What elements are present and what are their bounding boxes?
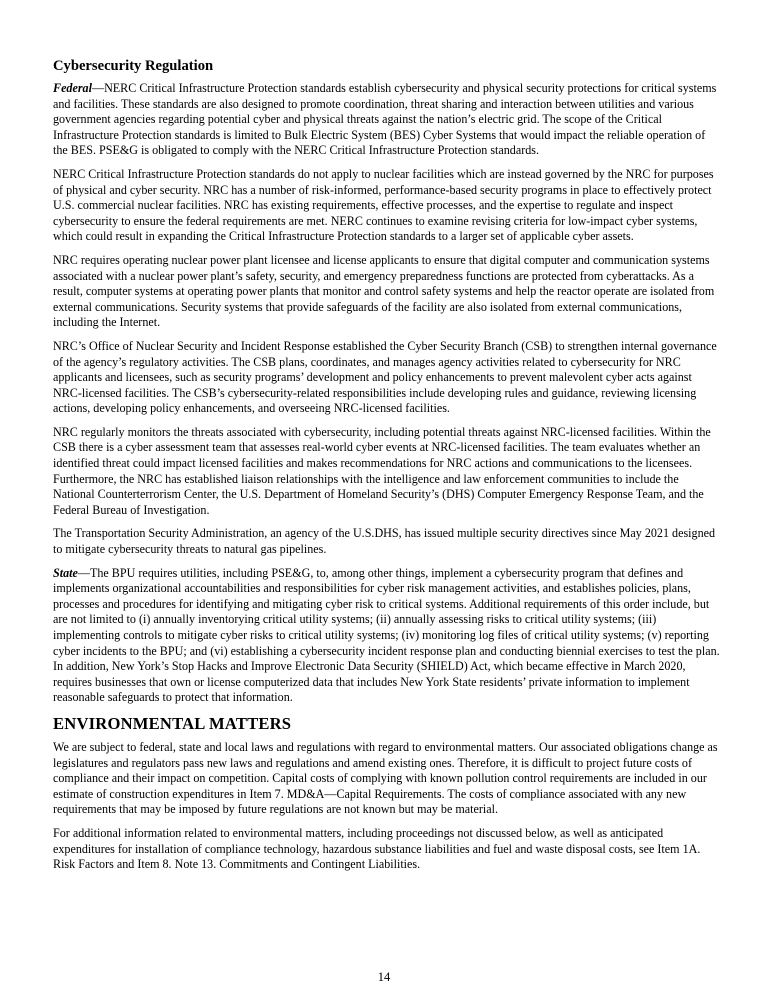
section-heading-environmental: ENVIRONMENTAL MATTERS: [53, 713, 292, 733]
paragraph-nrc-monitoring: NRC regularly monitors the threats associated with cybersecurity, including potential threats against NRC-licensed facilities. Within the CSB there is a cyber assessment team that assesses real-world cyber events at NRC-licensed facilities. The team evaluates whether an identified threat could impact licensed facilities and makes recommendations for NRC actions and communications to the licensees. Furthermore, the NRC has established liaison relationships with the intelligence and law enforcement communities to include the National Counterterrorism Center, the U.S. Department of Homeland Security’s (DHS) Computer Emergency Response Team, and the Federal Bureau of Investigation.: [53, 424, 711, 517]
paragraph-csb: NRC’s Office of Nuclear Security and Incident Response established the Cyber Security Branch (CSB) to strengthen internal governance of the agency’s regulatory activities. The CSB plans, coordinates, and manages agency activities related to cybersecurity for NRC applicants and licensees, such as security programs’ development and policy enhancements to prevent malevolent cyber acts against NRC-licensed facilities. The CSB’s cybersecurity-related responsibilities include developing rules and guidance, reviewing licensing actions, developing policy enhancements, and overseeing NRC-licensed facilities.: [53, 338, 717, 416]
section-heading-cybersecurity: Cybersecurity Regulation: [53, 58, 214, 74]
page-number: 14: [377, 970, 391, 984]
paragraph-federal: [53, 81, 721, 159]
paragraph-text: —The BPU requires utilities, including PSE&G, to, among other things, implement a cybersecurity program that defines and implements organizational accountabilities and responsibilities for cyber risk management activities, and establishes policies, plans, processes and procedures for identifying and mitigating cyber risk to critical systems. Additional requirements of this order include, but are not limited to (i) annually inventorying critical utility systems; (ii) annually assessing risks to critical utility systems; (iii) implementing controls to mitigate cyber risks to critical utility systems; (iv) monitoring log files of critical utility systems; (v) reporting cyber incidents to the BPU; and (vi) establishing a cybersecurity incident response plan and conducting biennial exercises to test the plan. In addition, New York’s Stop Hacks and Improve Electronic Data Security (SHIELD) Act, which became effective in March 2020, requires businesses that own or license computerized data that includes New York State residents’ private information to implement reasonable safeguards to protect that information.: [53, 565, 720, 705]
lead-federal: Federal: [53, 81, 92, 95]
paragraph-env-laws: We are subject to federal, state and local laws and regulations with regard to environmental matters. Our associated obligations change as legislatures and regulators pass new laws and regulations and amend existing ones. Therefore, it is difficult to project future costs of compliance and their impact on competition. Capital costs of complying with known pollution control requirements are included in our estimate of construction expenditures in Item 7. MD&A—Capital Requirements. The costs of compliance associated with any new requirements that may be imposed by future regulations are not known but may be material.: [53, 739, 718, 817]
paragraph-state: [53, 566, 721, 706]
document-page: [53, 47, 721, 881]
lead-state: State: [53, 565, 78, 580]
paragraph-text: —NERC Critical Infrastructure Protection standards establish cybersecurity and physical security protections for critical systems and facilities. These standards are also designed to promote coordination, threat sharing and interaction between utilities and various government agencies regarding potential cyber and physical threats against the nation’s electric grid. The scope of the Critical Infrastructure Protection standards is limited to Bulk Electric System (BES) Cyber Systems that would impact the reliable operation of the BES. PSE&G is obligated to comply with the NERC Critical Infrastructure Protection standards.: [53, 81, 717, 158]
paragraph-nerc-nuclear: NERC Critical Infrastructure Protection standards do not apply to nuclear facilities which are instead governed by the NRC for purposes of physical and cyber security. NRC has a number of risk-informed, performance-based security programs in place to effectively protect U.S. commercial nuclear facilities. NRC has existing requirements, effective processes, and the expertise to regulate and inspect cybersecurity to ensure the federal requirements are met. NERC continues to examine revising criteria for low-impact cyber systems, which could result in expanding the Critical Infrastructure Protection standards to a larger set of applicable cyber assets.: [53, 166, 714, 244]
paragraph-tsa: The Transportation Security Administration, an agency of the U.S.DHS, has issued multiple security directives since May 2021 designed to mitigate cybersecurity threats to natural gas pipelines.: [53, 526, 716, 557]
paragraph-nrc-requirements: NRC requires operating nuclear power plant licensee and license applicants to ensure that digital computer and communication systems associated with a nuclear power plant’s safety, security, and emergency preparedness functions are protected from cyberattacks. As a result, computer systems at operating power plants that monitor and control safety systems and help the reactor operate are isolated from external communications. Security systems that provide safeguards of the facility are also isolated from external communications, including the Internet.: [53, 252, 715, 330]
paragraph-env-additional: For additional information related to environmental matters, including proceedings not discussed below, as well as anticipated expenditures for installation of compliance technology, hazardous substance liabilities and fuel and waste disposal costs, see Item 1A. Risk Factors and Item 8. Note 13. Commitments and Contingent Liabilities.: [53, 825, 701, 872]
